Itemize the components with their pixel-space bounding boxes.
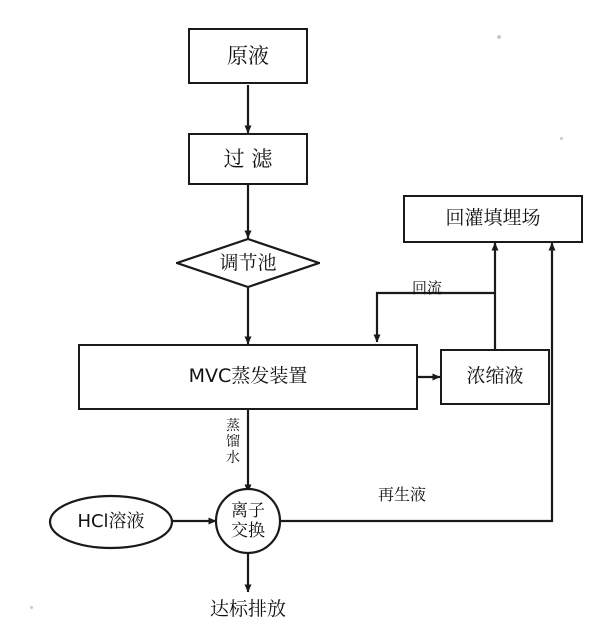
edge-label-distilled-water-char1: 蒸 (226, 418, 240, 434)
node-ion-exchange-label-line1: 离子 (231, 500, 265, 521)
node-mvc-evaporator (78, 344, 418, 410)
edge-label-distilled-water (226, 418, 240, 466)
node-backfill-landfill-label: 回灌填埋场 (445, 207, 541, 230)
scan-speck (560, 137, 563, 140)
edge-label-distilled-water-char2: 馏 (226, 434, 240, 451)
node-ion-exchange-label-line2: 交换 (231, 521, 265, 541)
node-regulating-tank (176, 238, 320, 288)
edge-label-reflux: 回流 (412, 279, 443, 297)
scan-speck (497, 35, 501, 39)
node-discharge-label: 达标排放 (209, 598, 286, 621)
node-filter-label: 过 滤 (223, 146, 273, 171)
node-discharge (188, 596, 308, 624)
node-hcl-solution (48, 494, 174, 550)
node-mvc-evaporator-label: MVC蒸发装置 (188, 365, 308, 388)
edge-label-regenerant: 再生液 (378, 485, 427, 504)
node-hcl-solution-label: HCl溶液 (77, 511, 145, 533)
scan-speck (30, 606, 33, 609)
node-concentrate (440, 349, 550, 405)
node-backfill-landfill (403, 195, 583, 243)
node-filter (188, 133, 308, 185)
edge-label-distilled-water-char3: 水 (226, 450, 240, 467)
node-ion-exchange (214, 487, 282, 555)
node-raw-liquid (188, 28, 308, 84)
node-regulating-tank-label: 调节池 (219, 251, 277, 274)
node-concentrate-label: 浓缩液 (466, 365, 524, 388)
node-raw-liquid-label: 原液 (227, 43, 269, 68)
